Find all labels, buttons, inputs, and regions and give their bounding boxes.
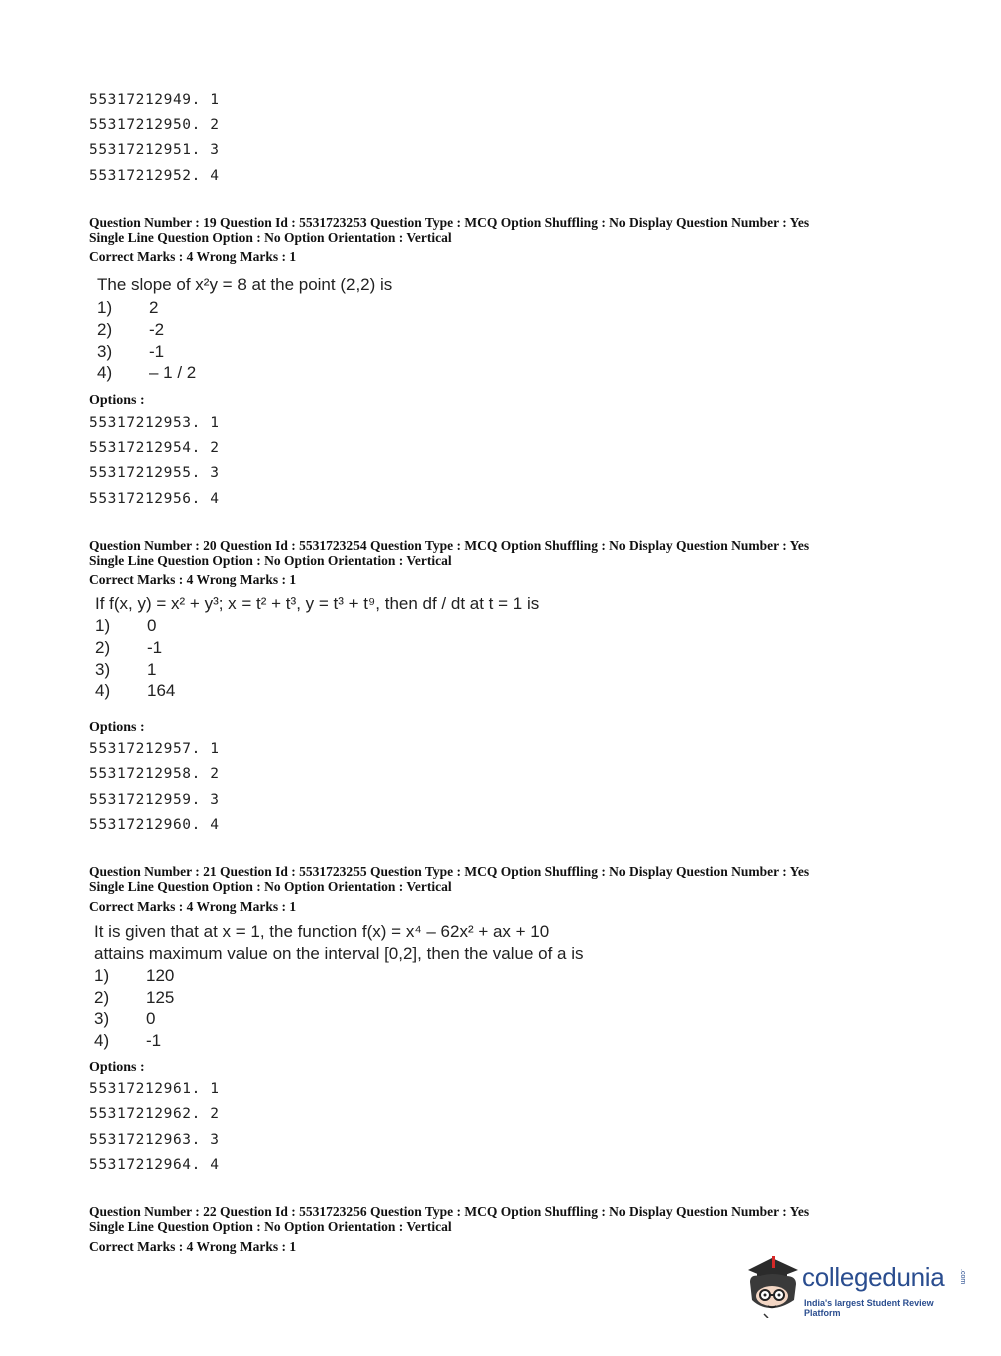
option-id-line: 55317212957. 1	[89, 741, 220, 757]
choice-value: 120	[146, 966, 175, 985]
choice-value: -1	[149, 342, 165, 361]
choice-value: 1	[147, 660, 157, 679]
answer-choice	[94, 987, 174, 1009]
logo-tagline: India's largest Student Review Platform	[804, 1298, 934, 1318]
choice-value: -1	[146, 1031, 162, 1050]
choice-number: 4)	[97, 363, 113, 382]
choice-number: 1)	[95, 616, 111, 635]
choice-value: -2	[149, 320, 165, 339]
option-id-line: 55317212958. 2	[89, 766, 220, 782]
options-label: Options :	[89, 393, 145, 408]
option-id-line: 55317212953. 1	[89, 415, 220, 431]
option-id-line: 55317212961. 1	[89, 1081, 220, 1097]
answer-choice	[95, 615, 156, 637]
answer-choice	[97, 297, 158, 319]
logo-domain-suffix: .com	[959, 1269, 966, 1285]
choice-number: 3)	[95, 660, 111, 679]
choice-number: 4)	[95, 681, 111, 700]
option-id-line: 55317212963. 3	[89, 1132, 220, 1148]
option-id-line: 55317212950. 2	[89, 117, 220, 133]
question-meta-options: Single Line Question Option : No Option Orientation : Vertical	[89, 879, 452, 894]
question-marks: Correct Marks : 4 Wrong Marks : 1	[89, 572, 297, 587]
answer-choice	[94, 1030, 161, 1052]
choice-number: 2)	[95, 638, 111, 657]
option-id-line: 55317212951. 3	[89, 142, 220, 158]
options-label: Options :	[89, 720, 145, 735]
question-meta: Question Number : 19 Question Id : 5531723253 Question Type : MCQ Option Shuffling : No Display Question Number : Yes	[89, 215, 810, 230]
choice-number: 2)	[94, 988, 110, 1007]
choice-value: 0	[146, 1009, 156, 1028]
collegedunia-logo[interactable]	[742, 1252, 972, 1322]
option-id-line: 55317212962. 2	[89, 1106, 220, 1122]
answer-choice	[95, 680, 175, 702]
choice-number: 1)	[97, 298, 113, 317]
choice-value: 0	[147, 616, 157, 635]
answer-choice	[97, 341, 164, 363]
choice-value: -1	[147, 638, 163, 657]
question-meta-options: Single Line Question Option : No Option Orientation : Vertical	[89, 553, 452, 568]
choice-number: 2)	[97, 320, 113, 339]
choice-number: 3)	[94, 1009, 110, 1028]
choice-value: 164	[147, 681, 176, 700]
question-text: If f(x, y) = x² + y³; x = t² + t³, y = t³ + t⁹, then df / dt at t = 1 is	[95, 594, 540, 613]
question-meta: Question Number : 20 Question Id : 5531723254 Question Type : MCQ Option Shuffling : No Display Question Number : Yes	[89, 538, 810, 553]
option-id-line: 55317212954. 2	[89, 440, 220, 456]
choice-value: 2	[149, 298, 159, 317]
answer-choice	[94, 965, 174, 987]
option-id-line: 55317212956. 4	[89, 491, 220, 507]
question-meta: Question Number : 21 Question Id : 5531723255 Question Type : MCQ Option Shuffling : No Display Question Number : Yes	[89, 864, 810, 879]
question-meta-options: Single Line Question Option : No Option Orientation : Vertical	[89, 1219, 452, 1234]
question-text: attains maximum value on the interval [0,2], then the value of a is	[94, 944, 584, 963]
logo-brand-name: collegedunia	[802, 1262, 945, 1292]
choice-value: – 1 / 2	[149, 363, 197, 382]
options-label: Options :	[89, 1060, 145, 1075]
option-id-line: 55317212949. 1	[89, 92, 220, 108]
question-marks: Correct Marks : 4 Wrong Marks : 1	[89, 899, 297, 914]
answer-choice	[97, 362, 196, 384]
option-id-line: 55317212952. 4	[89, 168, 220, 184]
question-text: It is given that at x = 1, the function f(x) = x⁴ – 62x² + ax + 10	[94, 922, 550, 941]
choice-number: 4)	[94, 1031, 110, 1050]
option-id-line: 55317212959. 3	[89, 792, 220, 808]
mascot-icon	[742, 1252, 804, 1318]
answer-choice	[94, 1008, 155, 1030]
question-meta: Question Number : 22 Question Id : 5531723256 Question Type : MCQ Option Shuffling : No Display Question Number : Yes	[89, 1204, 810, 1219]
answer-choice	[97, 319, 164, 341]
option-id-line: 55317212955. 3	[89, 465, 220, 481]
option-id-line: 55317212960. 4	[89, 817, 220, 833]
answer-choice	[95, 659, 156, 681]
question-marks: Correct Marks : 4 Wrong Marks : 1	[89, 249, 297, 264]
question-text: The slope of x²y = 8 at the point (2,2) is	[97, 275, 393, 294]
option-id-line: 55317212964. 4	[89, 1157, 220, 1173]
choice-number: 3)	[97, 342, 113, 361]
choice-number: 1)	[94, 966, 110, 985]
question-meta-options: Single Line Question Option : No Option Orientation : Vertical	[89, 230, 452, 245]
choice-value: 125	[146, 988, 175, 1007]
answer-choice	[95, 637, 162, 659]
question-marks: Correct Marks : 4 Wrong Marks : 1	[89, 1239, 297, 1254]
